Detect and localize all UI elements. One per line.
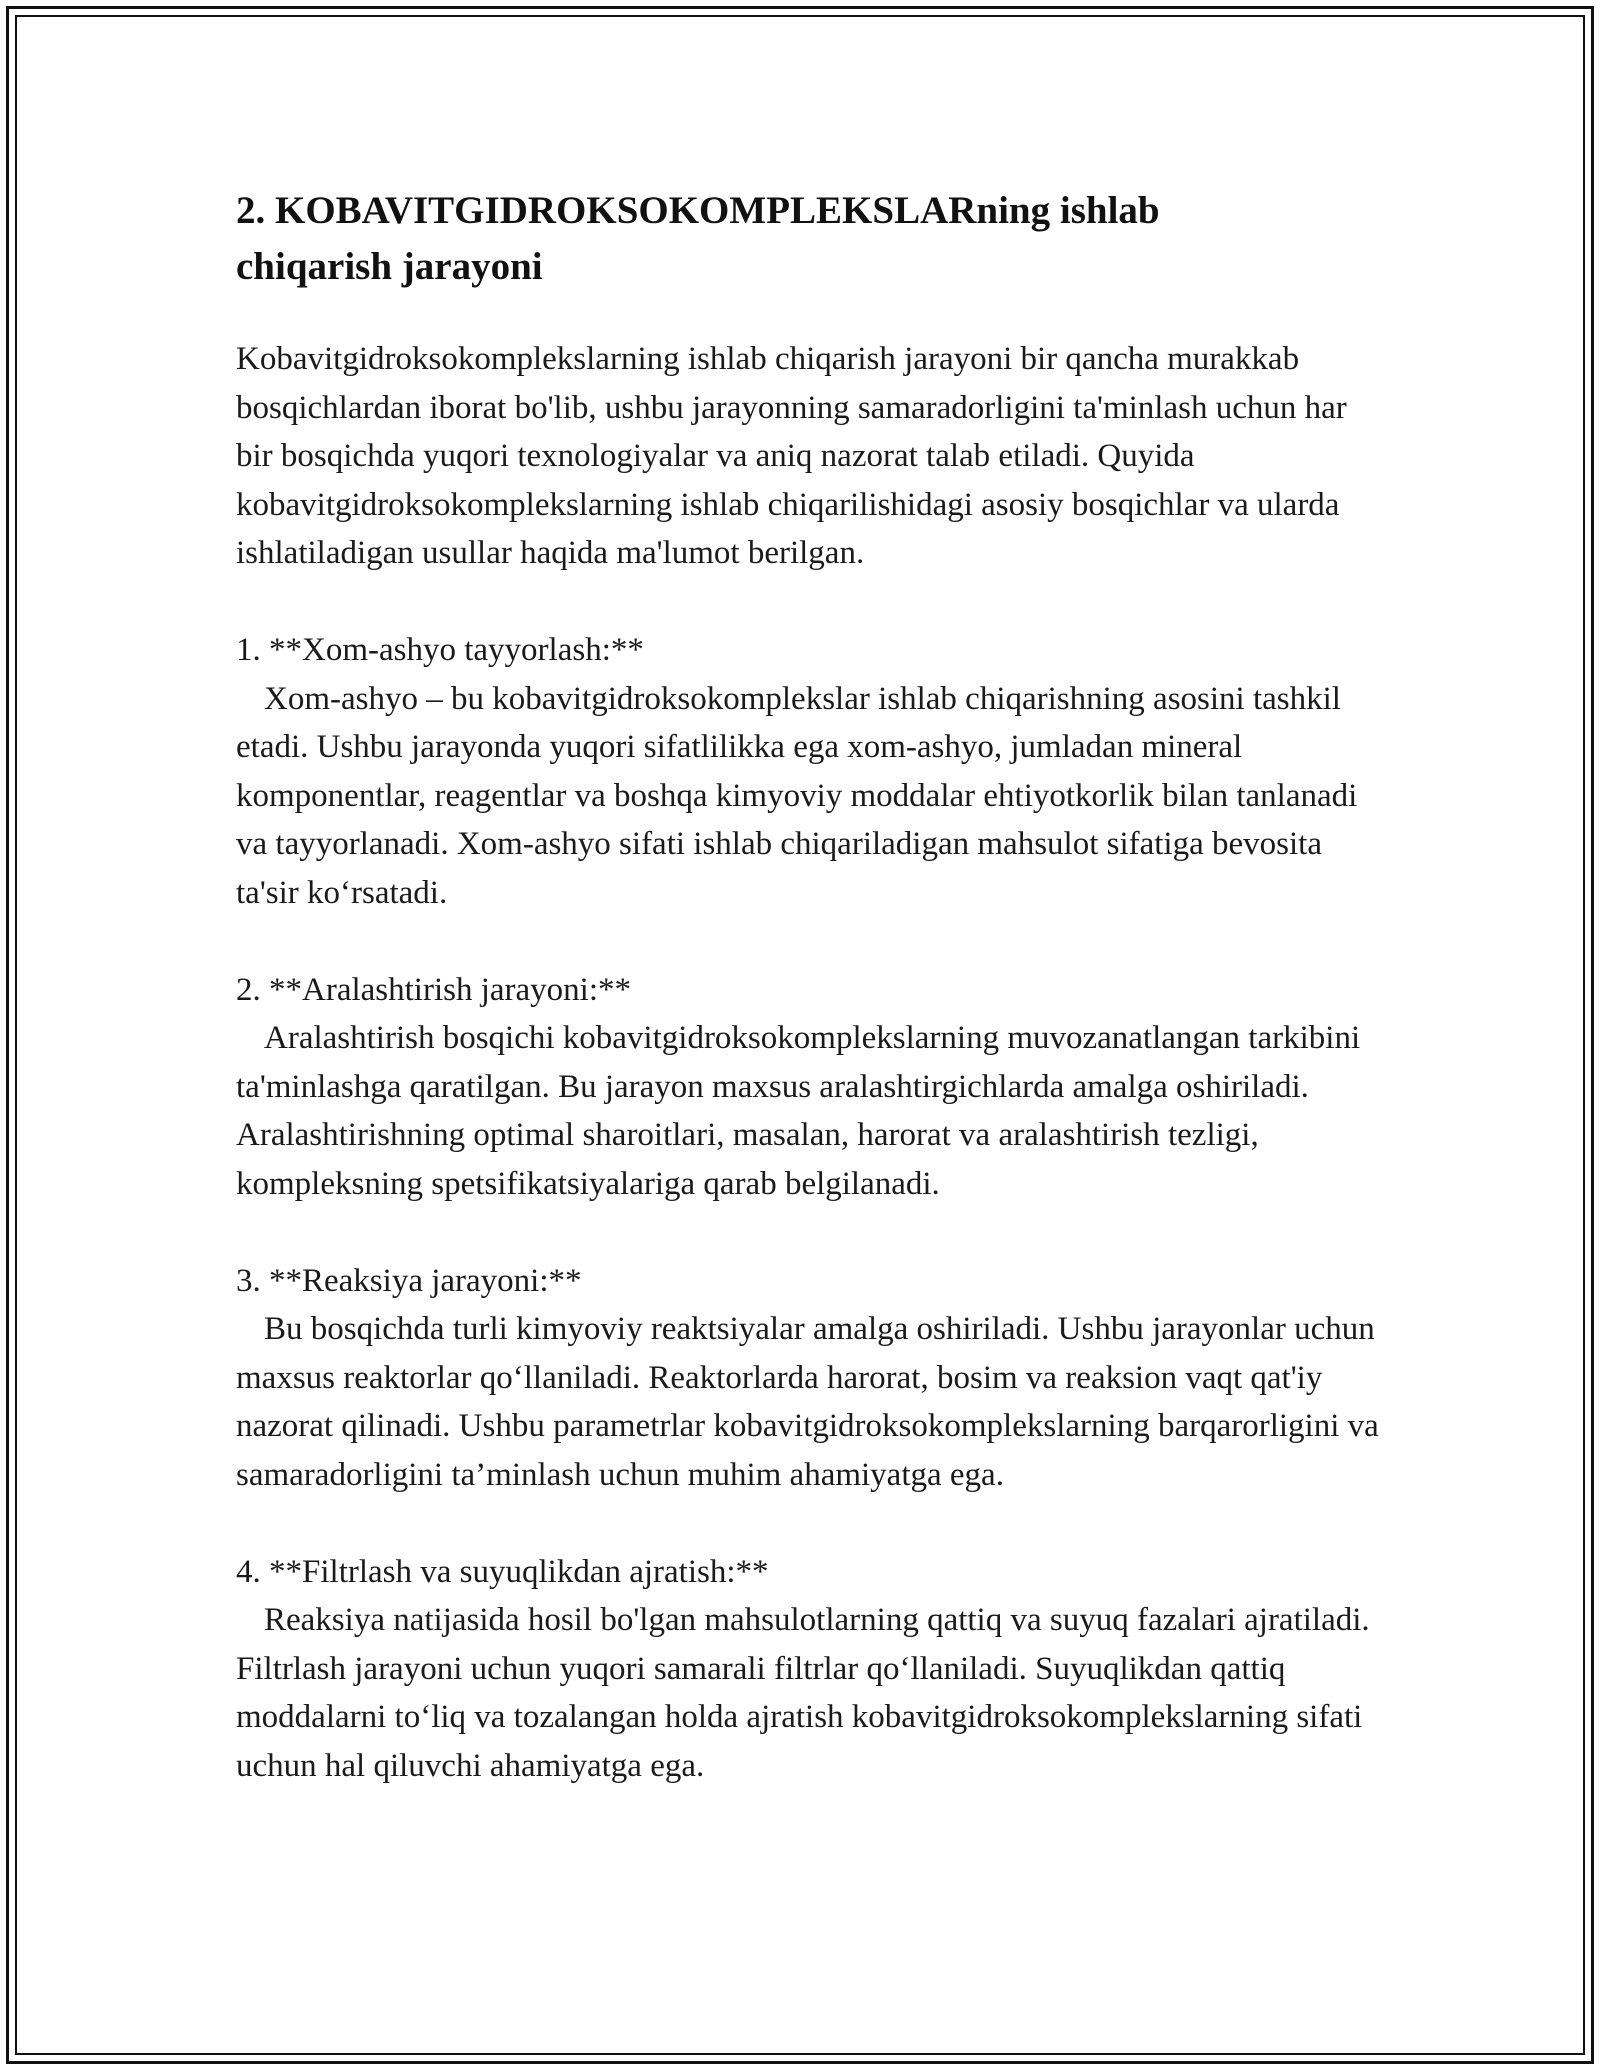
step-heading: 3. **Reaksiya jarayoni:** [236, 1262, 582, 1299]
step-body: Bu bosqichda turli kimyoviy reaktsiyalar amalga oshiriladi. Ushbu jarayonlar uchun maxsus reaktorlar qo‘llaniladi. Reaktorlarda harorat, bosim va reaksion vaqt qat'iy nazorat qilinadi. Ushbu parametrlar kobavitgidroksokomplekslarning barqarorligini va samaradorligini ta’minlash uchun muhim ahamiyatga ega. [236, 1311, 1379, 1493]
step-heading: 2. **Aralashtirish jarayoni:** [236, 971, 632, 1008]
step-heading: 1. **Xom-ashyo tayyorlash:** [236, 632, 644, 668]
step-body: Reaksiya natijasida hosil bo'lgan mahsulotlarning qattiq va suyuq fazalari ajratiladi. Filtrlash jarayoni uchun yuqori samarali filtrlar qo‘llaniladi. Suyuqlikdan qattiq moddalarni to‘liq va tozalangan holda ajratish kobavitgidroksokomplekslarning sifati uchun hal qiluvchi ahamiyatga ega. [236, 1602, 1370, 1784]
step-body: Aralashtirish bosqichi kobavitgidroksokomplekslarning muvozanatlangan tarkibini ta'minlashga qaratilgan. Bu jarayon maxsus aralashtirgichlarda amalga oshiriladi. Aralashtirishning optimal sharoitlari, masalan, harorat va aralashtirish tezligi, kompleksning spetsifikatsiyalariga qarab belgilanadi. [236, 1020, 1361, 1202]
intro-paragraph: Kobavitgidroksokomplekslarning ishlab chiqarish jarayoni bir qancha murakkab bosqichlardan iborat bo'lib, ushbu jarayonning samaradorligini ta'minlash uchun har bir bosqichda yuqori texnologiyalar va aniq nazorat talab etiladi. Quyida kobavitgidroksokomplekslarning ishlab chiqarilishidagi asosiy bosqichlar va ularda ishlatiladigan usullar haqida ma'lumot berilgan. [236, 341, 1347, 571]
section-title-line-1: 2. KOBAVITGIDROKSOKOMPLEKSLARning ishlab [236, 189, 1160, 232]
document-body [236, 183, 1386, 1790]
step-heading: 4. **Filtrlash va suyuqlikdan ajratish:** [236, 1553, 769, 1590]
step-body: Xom-ashyo – bu kobavitgidroksokomplekslar ishlab chiqarishning asosini tashkil etadi. Ushbu jarayonda yuqori sifatlilikka ega xom-ashyo, jumladan mineral komponentlar, reagentlar va boshqa kimyoviy moddalar ehtiyotkorlik bilan tanlanadi va tayyorlanadi. Xom-ashyo sifati ishlab chiqariladigan mahsulot sifatiga bevosita ta'sir ko‘rsatadi. [236, 680, 1358, 911]
step-raw-material [236, 626, 1386, 917]
step-mixing [236, 966, 1386, 1209]
section-title-line-2: chiqarish jarayoni [236, 245, 543, 288]
step-reaction [236, 1257, 1386, 1500]
step-filtration [236, 1548, 1386, 1791]
section-title [236, 183, 1386, 295]
